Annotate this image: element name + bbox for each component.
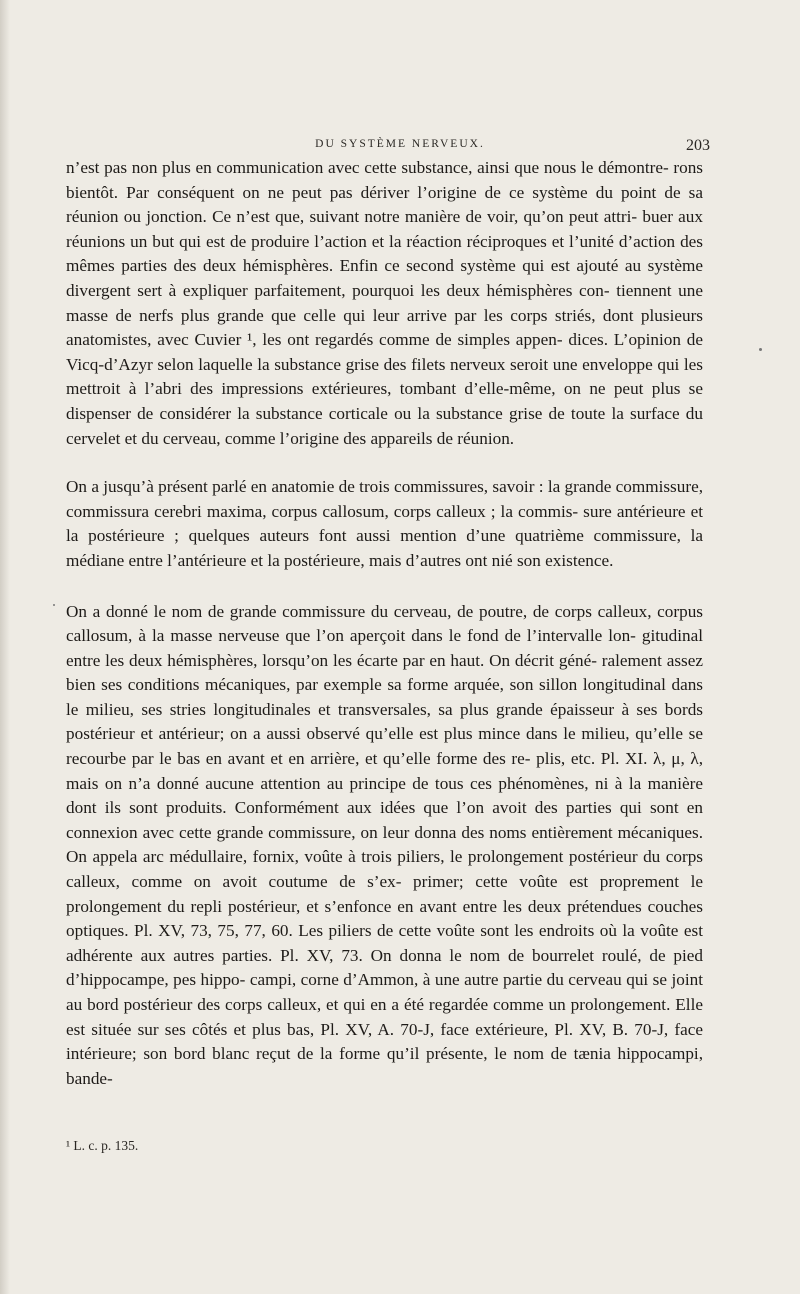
page-number: 203 <box>686 137 710 154</box>
page-header <box>0 134 800 154</box>
running-title: DU SYSTÈME NERVEUX. <box>315 138 485 150</box>
paragraph-2: On a jusqu’à présent parlé en anatomie de trois commissures, savoir : la grande commissure, commissura cerebri maxima, corpus callosum, corps calleux ; la commis- sure antérieure et la postérieure ; quelques auteurs font aussi mention d’une quatrième commissure, la médiane entre l’antérieure et la postérieure, mais d’autres ont nié son existence. <box>66 477 703 570</box>
paper-fleck <box>53 604 55 606</box>
footnote: ¹ L. c. p. 135. <box>66 1138 139 1153</box>
body-text <box>66 156 703 1091</box>
paragraph-3: On a donné le nom de grande commissure du cerveau, de poutre, de corps calleux, corpus callosum, à la masse nerveuse que l’on aperçoit dans le fond de l’intervalle lon- gitudinal entre les deux hémisphères, lorsqu’on les écarte par en haut. On décrit géné- ralement assez bien ses conditions mécaniques, par exemple sa forme arquée, son sillon longitudinal dans le milieu, ses stries longitudinales et transversales, sa plus grande épaisseur à ses bords postérieur et antérieur; on a aussi observé qu’elle est plus mince dans le milieu, qu’elle se recourbe par le bas en avant et en arrière, et qu’elle forme des re- plis, etc. Pl. XI. λ, μ, λ, mais on n’a donné aucune attention au principe de tous ces phénomènes, ni à la manière dont ils sont produits. Conformément aux idées que l’on avoit des parties qui sont en connexion avec cette grande commissure, on leur donna des noms entièrement mécaniques. On appela arc médullaire, fornix, voûte à trois piliers, le prolongement postérieur du corps calleux, comme on avoit coutume de s’ex- primer; cette voûte est proprement le prolongement du repli postérieur, et s’enfonce en avant entre les deux prétendues couches optiques. Pl. XV, 73, 75, 77, 60. Les piliers de cette voûte sont les endroits où la voûte est adhérente aux autres parties. Pl. XV, 73. On donna le nom de bourrelet roulé, de pied d’hippocampe, pes hippo- campi, corne d’Ammon, à une autre partie du cerveau qui se joint au bord postérieur des corps calleux, et qui en a été regardée comme un prolongement. Elle est située sur ses côtés et plus bas, Pl. XV, A. 70-J, face extérieure, Pl. XV, B. 70-J, face intérieure; son bord blanc reçut de la forme qu’il présente, le nom de tænia hippocampi, bande- <box>66 601 703 1088</box>
paragraph-1: n’est pas non plus en communication avec cette substance, ainsi que nous le démontre- rons bientôt. Par conséquent on ne peut pas dériver l’origine de ce système du point de sa réunion ou jonction. Ce n’est que, suivant notre manière de voir, qu’on peut attri- buer aux réunions un but qui est de produire l’action et la réaction réciproques et l’unité d’action des mêmes parties des deux hémisphères. Enfin ce second système qui est ajouté au système divergent sert à expliquer parfaitement, pourquoi les deux hémisphères con- tiennent une masse de nerfs plus grande que celle qui leur arrive par les corps striés, dont plusieurs anatomistes, avec Cuvier ¹, les ont regardés comme de simples appen- dices. L’opinion de Vicq-d’Azyr selon laquelle la substance grise des filets nerveux seroit une enveloppe qui les mettroit à l’abri des impressions extérieures, tombant d’elle-même, on ne peut plus se dispenser de considérer la substance corticale ou la substance grise de toute la surface du cervelet et du cerveau, comme l’origine des appareils de réunion. <box>66 158 703 448</box>
paper-fleck <box>759 348 762 351</box>
